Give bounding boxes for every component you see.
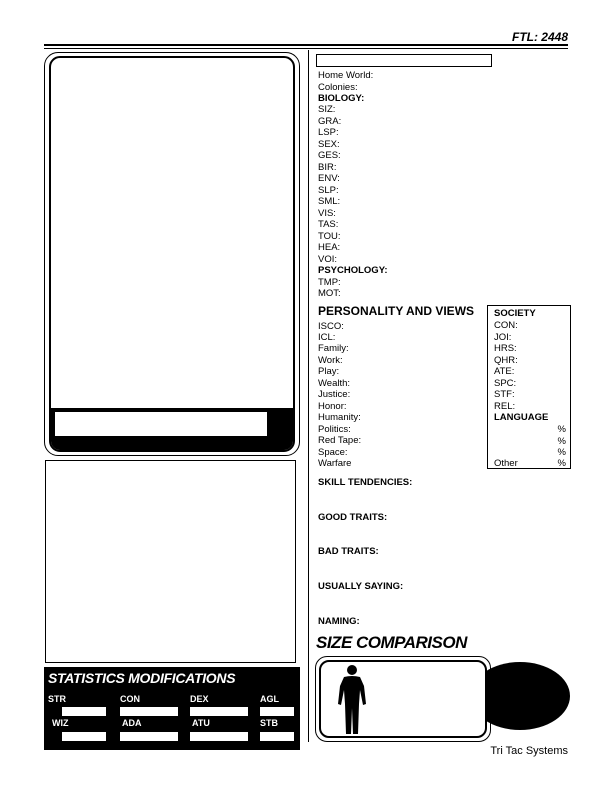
personality-field: Red Tape: — [318, 435, 362, 446]
form-code: FTL: 2448 — [511, 30, 568, 44]
stat-input-box[interactable] — [260, 732, 294, 741]
stat-input-box[interactable] — [62, 732, 106, 741]
species-name-box[interactable] — [55, 412, 267, 436]
society-field: JOI: — [494, 332, 512, 343]
psychology-field: MOT: — [318, 288, 341, 299]
bad-traits-label: BAD TRAITS: — [318, 546, 379, 557]
biology-field: TAS: — [318, 219, 339, 230]
header-rule — [44, 44, 568, 46]
language-percent: % — [557, 447, 566, 458]
stat-label: STR — [48, 694, 66, 704]
biology-field: VOI: — [318, 254, 338, 265]
society-field: QHR: — [494, 355, 518, 366]
personality-field: Justice: — [318, 389, 351, 400]
biology-field: BIR: — [318, 162, 337, 173]
stat-input-box[interactable] — [260, 707, 294, 716]
stat-input-box[interactable] — [120, 732, 178, 741]
biology-field: ENV: — [318, 173, 340, 184]
skill-tendencies-label: SKILL TENDENCIES: — [318, 477, 413, 488]
society-field: REL: — [494, 401, 516, 412]
biology-field: SIZ: — [318, 104, 336, 115]
stats-title: STATISTICS MODIFICATIONS — [48, 670, 236, 686]
stat-input-box[interactable] — [190, 732, 248, 741]
stat-label: AGL — [260, 694, 279, 704]
naming-label: NAMING: — [318, 616, 360, 627]
biology-field: SEX: — [318, 139, 340, 150]
size-comparison-title: SIZE COMPARISON — [316, 633, 467, 652]
biology-field: GRA: — [318, 116, 342, 127]
stat-label: WIZ — [52, 718, 69, 728]
biology-field: GES: — [318, 150, 341, 161]
biology-heading: BIOLOGY: — [318, 93, 365, 104]
personality-field: Politics: — [318, 424, 351, 435]
personality-field: Wealth: — [318, 378, 351, 389]
society-field: STF: — [494, 389, 515, 400]
column-divider — [308, 50, 309, 742]
language-percent: % — [557, 424, 566, 435]
statistics-modifications-panel — [44, 667, 300, 750]
home-world-label: Home World: — [318, 70, 374, 81]
society-heading: SOCIETY — [494, 308, 536, 319]
society-field: HRS: — [494, 343, 517, 354]
human-silhouette-icon — [334, 664, 370, 736]
personality-field: Play: — [318, 366, 340, 377]
personality-field: Space: — [318, 447, 348, 458]
biology-field: SML: — [318, 196, 341, 207]
biology-field: VIS: — [318, 208, 336, 219]
biology-field: LSP: — [318, 127, 339, 138]
society-box — [487, 305, 571, 469]
name-strip — [51, 408, 293, 450]
header-rule-thin — [44, 48, 568, 49]
biology-field: HEA: — [318, 242, 341, 253]
society-field: CON: — [494, 320, 518, 331]
psychology-heading: PSYCHOLOGY: — [318, 265, 388, 276]
stat-label: ADA — [122, 718, 142, 728]
psychology-field: TMP: — [318, 277, 341, 288]
personality-field: ICL: — [318, 332, 336, 343]
stat-label: STB — [260, 718, 278, 728]
stat-label: ATU — [192, 718, 210, 728]
race-name-field[interactable] — [316, 54, 492, 67]
usually-saying-label: USUALLY SAYING: — [318, 581, 404, 592]
publisher-credit: Tri Tac Systems — [490, 745, 568, 757]
good-traits-label: GOOD TRAITS: — [318, 512, 388, 523]
biology-field: SLP: — [318, 185, 339, 196]
stat-input-box[interactable] — [120, 707, 178, 716]
personality-field: Warfare — [318, 458, 352, 469]
description-box[interactable] — [45, 460, 296, 663]
language-percent: % — [557, 458, 566, 469]
language-percent: % — [557, 436, 566, 447]
society-field: SPC: — [494, 378, 517, 389]
colonies-label: Colonies: — [318, 82, 358, 93]
personality-field: Family: — [318, 343, 349, 354]
stat-label: CON — [120, 694, 140, 704]
society-field: ATE: — [494, 366, 515, 377]
personality-field: ISCO: — [318, 321, 344, 332]
biology-field: TOU: — [318, 231, 341, 242]
personality-field: Honor: — [318, 401, 347, 412]
language-heading: LANGUAGE — [494, 412, 549, 423]
stat-input-box[interactable] — [190, 707, 248, 716]
language-other-label: Other — [494, 458, 518, 469]
personality-field: Humanity: — [318, 412, 361, 423]
stat-label: DEX — [190, 694, 209, 704]
personality-field: Work: — [318, 355, 343, 366]
personality-heading: PERSONALITY AND VIEWS — [318, 304, 475, 318]
stat-input-box[interactable] — [62, 707, 106, 716]
portrait-area[interactable] — [49, 56, 295, 452]
